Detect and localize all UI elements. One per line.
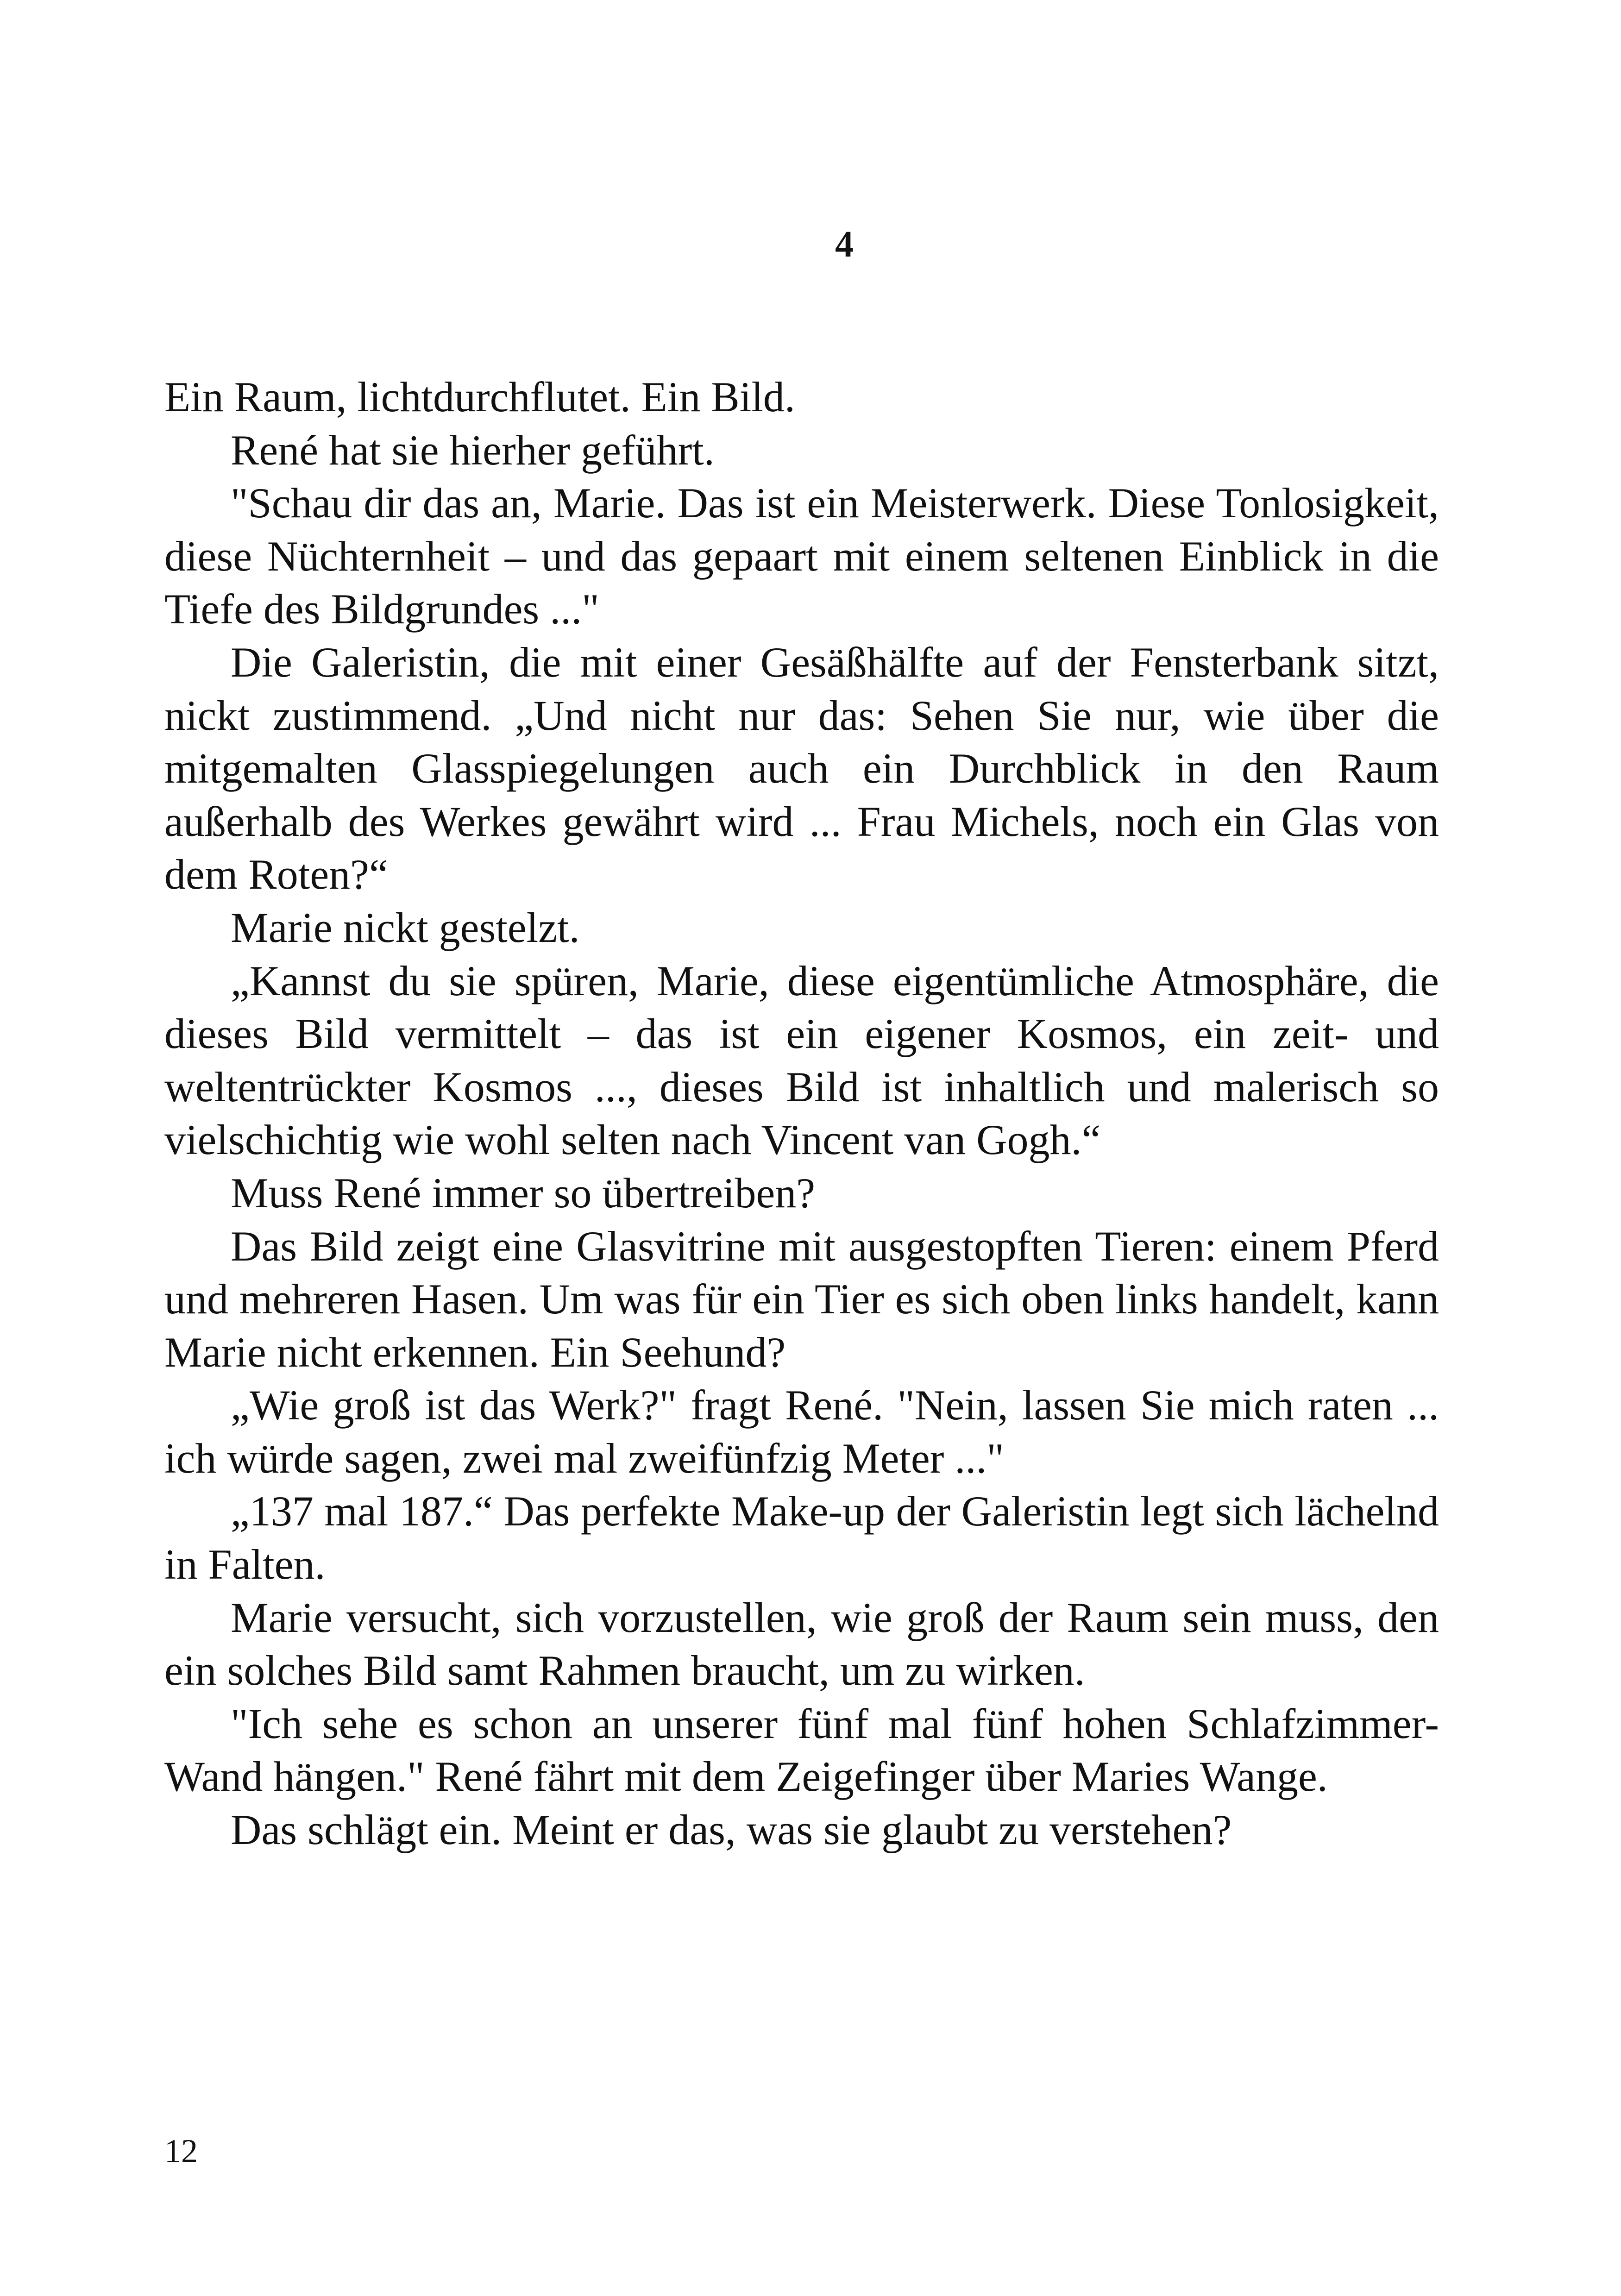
chapter-number: 4 xyxy=(835,224,854,265)
paragraph: „Wie groß ist das Werk?" fragt René. "Nein, lassen Sie mich raten ... ich würde sagen, zwei mal zweifünfzig Meter ..." xyxy=(164,1381,1439,1482)
paragraph: Marie versucht, sich vorzustellen, wie groß der Raum sein muss, den ein solches Bild samt Rahmen braucht, um zu wirken. xyxy=(164,1593,1439,1694)
paragraph: Marie nickt gestelzt. xyxy=(231,903,580,951)
paragraph: Das Bild zeigt eine Glasvitrine mit ausgestopften Tieren: einem Pferd und mehreren Hasen. Um was für ein Tier es sich oben links handelt, kann Marie nicht erkennen. Ein Seehund? xyxy=(164,1222,1439,1376)
paragraph: „Kannst du sie spüren, Marie, diese eigentümliche Atmosphäre, die dieses Bild vermittelt – das ist ein eigener Kosmos, ein zeit- und weltentrückter Kosmos ..., dieses Bild ist inhaltlich und malerisch so vielschichtig wie wohl selten nach Vincent van Gogh.“ xyxy=(164,957,1439,1164)
paragraph: "Schau dir das an, Marie. Das ist ein Meisterwerk. Diese Tonlosigkeit, diese Nüchternheit – und das gepaart mit einem seltenen Einblick in die Tiefe des Bildgrundes ..." xyxy=(164,479,1439,633)
paragraph: Muss René immer so übertreiben? xyxy=(231,1169,816,1217)
paragraph: René hat sie hierher geführt. xyxy=(231,426,715,474)
body-text xyxy=(164,370,1439,1857)
paragraph: Ein Raum, lichtdurchflutet. Ein Bild. xyxy=(164,373,795,420)
paragraph: Die Galeristin, die mit einer Gesäßhälfte auf der Fensterbank sitzt, nickt zustimmend. „Und nicht nur das: Sehen Sie nur, wie über die mitgemalten Glasspiegelungen auch ein Durchblick in den Raum außerhalb des Werkes gewährt wird ... Frau Michels, noch ein Glas von dem Roten?“ xyxy=(164,638,1439,898)
paragraph: Das schlägt ein. Meint er das, was sie glaubt zu verstehen? xyxy=(231,1806,1232,1854)
paragraph: „137 mal 187.“ Das perfekte Make-up der Galeristin legt sich lächelnd in Falten. xyxy=(164,1487,1439,1588)
paragraph: "Ich sehe es schon an unserer fünf mal fünf hohen Schlafzimmer-Wand hängen." René fährt mit dem Zeigefinger über Maries Wange. xyxy=(164,1700,1439,1800)
page-number: 12 xyxy=(164,2133,198,2170)
